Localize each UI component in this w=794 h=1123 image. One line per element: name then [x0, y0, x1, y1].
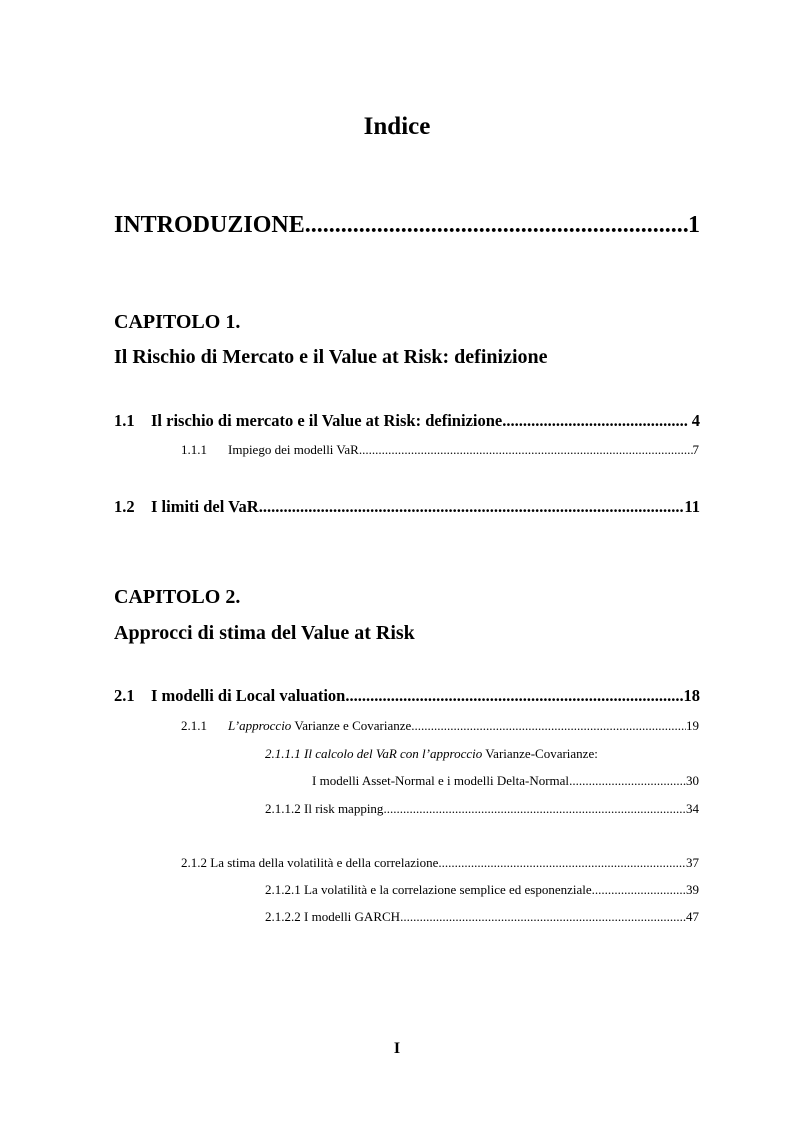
toc-label: I modelli Asset-Normal e i modelli Delta-Normal	[312, 773, 570, 788]
toc-label: Impiego dei modelli VaR	[228, 442, 359, 457]
chapter-1-subtitle: Il Rischio di Mercato e il Value at Risk: definizione	[114, 346, 548, 368]
toc-page: 30	[686, 773, 699, 788]
toc-label: 2.1.2.1 La volatilità e la correlazione semplice ed esponenziale	[265, 882, 592, 897]
toc-page: 47	[686, 909, 699, 924]
toc-label: 2.1.2 La stima della volatilità e della correlazione	[181, 855, 439, 870]
toc-page: 39	[686, 882, 699, 897]
toc-entry-2-1-1-1-line1[interactable]	[265, 746, 598, 762]
toc-leader-dots	[502, 411, 687, 431]
toc-leader-dots	[400, 909, 686, 925]
toc-leader-dots	[592, 882, 686, 898]
toc-page: 34	[686, 801, 699, 816]
toc-entry-1-1[interactable]	[114, 411, 700, 431]
toc-page: 1	[688, 212, 700, 238]
toc-leader-dots	[259, 497, 685, 517]
toc-leader-dots	[411, 718, 686, 734]
toc-leader-dots	[569, 773, 686, 789]
chapter-2-subtitle: Approcci di stima del Value at Risk	[114, 622, 415, 644]
toc-entry-2-1-1[interactable]	[181, 718, 699, 734]
toc-entry-1-2[interactable]	[114, 497, 700, 517]
toc-label: 2.1.1.2 Il risk mapping	[265, 801, 384, 816]
toc-number: 1.1.1	[181, 442, 207, 457]
toc-leader-dots	[359, 442, 693, 458]
toc-page: 37	[686, 855, 699, 870]
page-title: Indice	[363, 113, 431, 140]
toc-entry-2-1-1-1-line2[interactable]	[312, 773, 699, 789]
toc-page: 11	[684, 497, 700, 516]
toc-page: 4	[687, 411, 700, 430]
toc-label: Varianze e Covarianze	[291, 718, 412, 733]
chapter-1-heading: CAPITOLO 1.	[114, 311, 241, 333]
toc-entry-2-1-1-2[interactable]	[265, 801, 699, 817]
toc-leader-dots	[345, 686, 683, 706]
toc-number: 2.1	[114, 686, 135, 705]
toc-leader-dots	[305, 212, 688, 239]
toc-page: 19	[686, 718, 699, 733]
toc-label: I modelli di Local valuation	[151, 686, 346, 705]
toc-label: 2.1.2.2 I modelli GARCH	[265, 909, 401, 924]
toc-page: 7	[692, 442, 699, 457]
chapter-2-heading: CAPITOLO 2.	[114, 586, 241, 608]
toc-label: I limiti del VaR	[151, 497, 259, 516]
toc-leader-dots	[383, 801, 686, 817]
toc-number: 2.1.1	[181, 718, 207, 733]
toc-entry-2-1-2[interactable]	[181, 855, 699, 871]
toc-page: 18	[683, 686, 700, 705]
page-number: I	[393, 1040, 401, 1057]
toc-number: 1.1	[114, 411, 135, 430]
toc-label-italic: 2.1.1.1 Il calcolo del VaR con l’approccio	[265, 746, 483, 761]
toc-label: Varianze-Covarianze:	[482, 746, 598, 761]
toc-leader-dots	[438, 855, 686, 871]
toc-label: Il rischio di mercato e il Value at Risk: definizione	[151, 411, 503, 430]
toc-entry-2-1-2-2[interactable]	[265, 909, 699, 925]
toc-entry-2-1[interactable]	[114, 686, 700, 706]
toc-number: 1.2	[114, 497, 135, 516]
toc-entry-introduzione[interactable]	[114, 212, 700, 239]
toc-entry-2-1-2-1[interactable]	[265, 882, 699, 898]
toc-label: INTRODUZIONE	[114, 212, 305, 238]
toc-entry-1-1-1[interactable]	[181, 442, 699, 458]
toc-label-italic: L’approccio	[228, 718, 292, 733]
